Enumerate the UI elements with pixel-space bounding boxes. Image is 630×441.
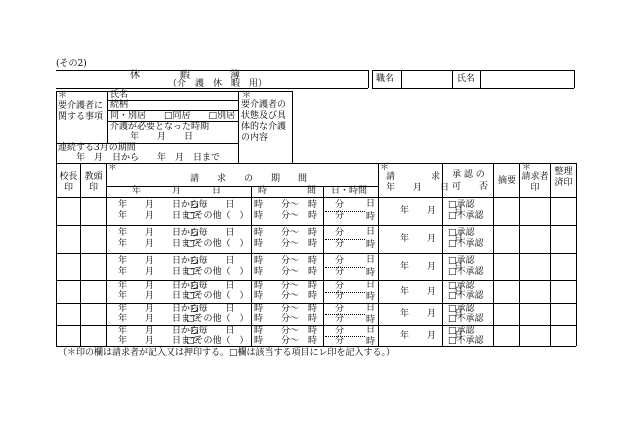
shokumei-label: 職名	[376, 74, 395, 84]
header-day-time: 日・時間	[331, 186, 368, 196]
row-disapprove: □不承認	[448, 239, 484, 249]
header-request: 請 求	[386, 172, 441, 182]
header-request-period: 請 求 の 期 間	[190, 174, 308, 184]
row-from-date: 年 月 日から	[118, 200, 200, 210]
row-other: □その他（ ）	[186, 211, 249, 221]
row-disapprove: □不承認	[448, 267, 484, 277]
row-day-unit: 日	[366, 280, 376, 290]
shimei-label: 氏名	[457, 74, 476, 84]
state-asterisk: ＊	[242, 91, 252, 101]
caregiver-relation-label: 続柄	[110, 100, 129, 110]
header-requester-seal: 請求者印	[521, 172, 549, 193]
sheet-label: (その2)	[56, 59, 87, 69]
caregiver-date-needed-label: 介護が必要となった時期	[110, 122, 210, 132]
form-title: 休 暇 簿	[130, 70, 240, 81]
row-from-date: 年 月 日から	[118, 304, 200, 314]
header-approval-2: 可 否	[452, 182, 489, 192]
row-from-date: 年 月 日から	[118, 281, 200, 291]
header-day: 日	[212, 186, 222, 196]
row-dotted-divider	[325, 314, 365, 315]
row-request-date: 年 月 日	[400, 206, 464, 216]
row-time-to: 時 分〜 時 分	[254, 291, 345, 301]
row-from-date: 年 月 日から	[118, 228, 200, 238]
header-requester-asterisk: ＊	[522, 163, 532, 173]
caregiver-asterisk: ＊	[58, 91, 68, 101]
row-hour-unit: 時	[366, 292, 376, 302]
header-request-asterisk: ＊	[108, 163, 118, 173]
header-summary: 摘要	[498, 176, 517, 186]
row-time-to: 時 分〜 時 分	[254, 336, 345, 346]
row-from-date: 年 月 日から	[118, 326, 200, 336]
header-month: 月	[172, 186, 182, 196]
row-disapprove: □不承認	[448, 314, 484, 324]
row-time-from: 時 分〜 時 分	[254, 200, 345, 210]
row-time-from: 時 分〜 時 分	[254, 304, 345, 314]
footnote: （＊印の欄は請求者が記入又は押印する。□欄は該当する項目にレ印を記入する。）	[58, 348, 396, 358]
row-request-date: 年 月 日	[400, 309, 464, 319]
row-request-date: 年 月 日	[400, 262, 464, 272]
state-heading: 要介護者の状態及び具体的な介護の内容	[241, 100, 287, 143]
row-other: □その他（ ）	[186, 267, 249, 277]
header-year: 年	[132, 186, 142, 196]
row-time-from: 時 分〜 時 分	[254, 326, 345, 336]
row-request-date: 年 月 日	[400, 331, 464, 341]
period-value: 年 月 日から 年 月 日まで	[76, 153, 221, 163]
row-day-unit: 日	[366, 199, 376, 209]
row-dotted-divider	[325, 292, 365, 293]
row-disapprove: □不承認	[448, 211, 484, 221]
caregiver-name-label: 氏名	[110, 90, 129, 100]
row-other: □その他（ ）	[186, 291, 249, 301]
caregiver-date-needed-value: 年 月 日	[130, 132, 194, 142]
row-hour-unit: 時	[366, 240, 376, 250]
row-to-date: 年 月 日まで	[118, 291, 200, 301]
row-time-to: 時 分〜 時 分	[254, 211, 345, 221]
header-principal: 校長印	[59, 172, 78, 193]
row-disapprove: □不承認	[448, 291, 484, 301]
row-time-from: 時 分〜 時 分	[254, 256, 345, 266]
row-time-to: 時 分〜 時 分	[254, 239, 345, 249]
row-request-date: 年 月 日	[400, 234, 464, 244]
form-subtitle: （介 護 休 暇 用）	[168, 79, 268, 89]
row-time-to: 時 分〜 時 分	[254, 314, 345, 324]
row-every-day: □毎 日	[190, 228, 235, 238]
row-to-date: 年 月 日まで	[118, 211, 200, 221]
row-every-day: □毎 日	[190, 256, 235, 266]
row-every-day: □毎 日	[190, 281, 235, 291]
row-day-unit: 日	[366, 325, 376, 335]
header-minute: 間	[307, 186, 317, 196]
row-other: □その他（ ）	[186, 336, 249, 346]
row-request-date: 年 月 日	[400, 287, 464, 297]
row-dotted-divider	[325, 239, 365, 240]
row-disapprove: □不承認	[448, 336, 484, 346]
row-to-date: 年 月 日まで	[118, 239, 200, 249]
header-head-teacher: 教頭印	[84, 172, 103, 193]
row-hour-unit: 時	[366, 315, 376, 325]
row-every-day: □毎 日	[190, 304, 235, 314]
header-request-date-asterisk: ＊	[380, 163, 390, 173]
row-hour-unit: 時	[366, 212, 376, 222]
row-approve: □承認	[448, 228, 475, 238]
row-day-unit: 日	[366, 227, 376, 237]
caregiver-cohabit-options: 同・別居 □同居 □別居	[110, 111, 236, 121]
row-time-from: 時 分〜 時 分	[254, 281, 345, 291]
caregiver-heading: 要介護者に関する事項	[58, 101, 104, 122]
row-hour-unit: 時	[366, 337, 376, 347]
row-day-unit: 日	[366, 255, 376, 265]
row-to-date: 年 月 日まで	[118, 336, 200, 346]
row-approve: □承認	[448, 304, 475, 314]
row-dotted-divider	[325, 211, 365, 212]
header-hour: 時	[258, 186, 268, 196]
row-day-unit: 日	[366, 303, 376, 313]
header-processed: 整理済印	[554, 167, 573, 188]
period-label: 連続する3月の期間	[58, 143, 136, 153]
row-approve: □承認	[448, 281, 475, 291]
row-to-date: 年 月 日まで	[118, 267, 200, 277]
row-to-date: 年 月 日まで	[118, 314, 200, 324]
row-dotted-divider	[325, 267, 365, 268]
row-other: □その他（ ）	[186, 239, 249, 249]
row-time-to: 時 分〜 時 分	[254, 267, 345, 277]
header-approval: 承 認 の	[452, 170, 485, 180]
row-every-day: □毎 日	[190, 200, 235, 210]
row-other: □その他（ ）	[186, 314, 249, 324]
row-dotted-divider	[325, 336, 365, 337]
row-time-from: 時 分〜 時 分	[254, 228, 345, 238]
row-approve: □承認	[448, 200, 475, 210]
row-approve: □承認	[448, 256, 475, 266]
row-hour-unit: 時	[366, 268, 376, 278]
row-from-date: 年 月 日から	[118, 256, 200, 266]
header-request-ymd: 年 月 日	[386, 183, 450, 193]
row-approve: □承認	[448, 326, 475, 336]
row-every-day: □毎 日	[190, 326, 235, 336]
